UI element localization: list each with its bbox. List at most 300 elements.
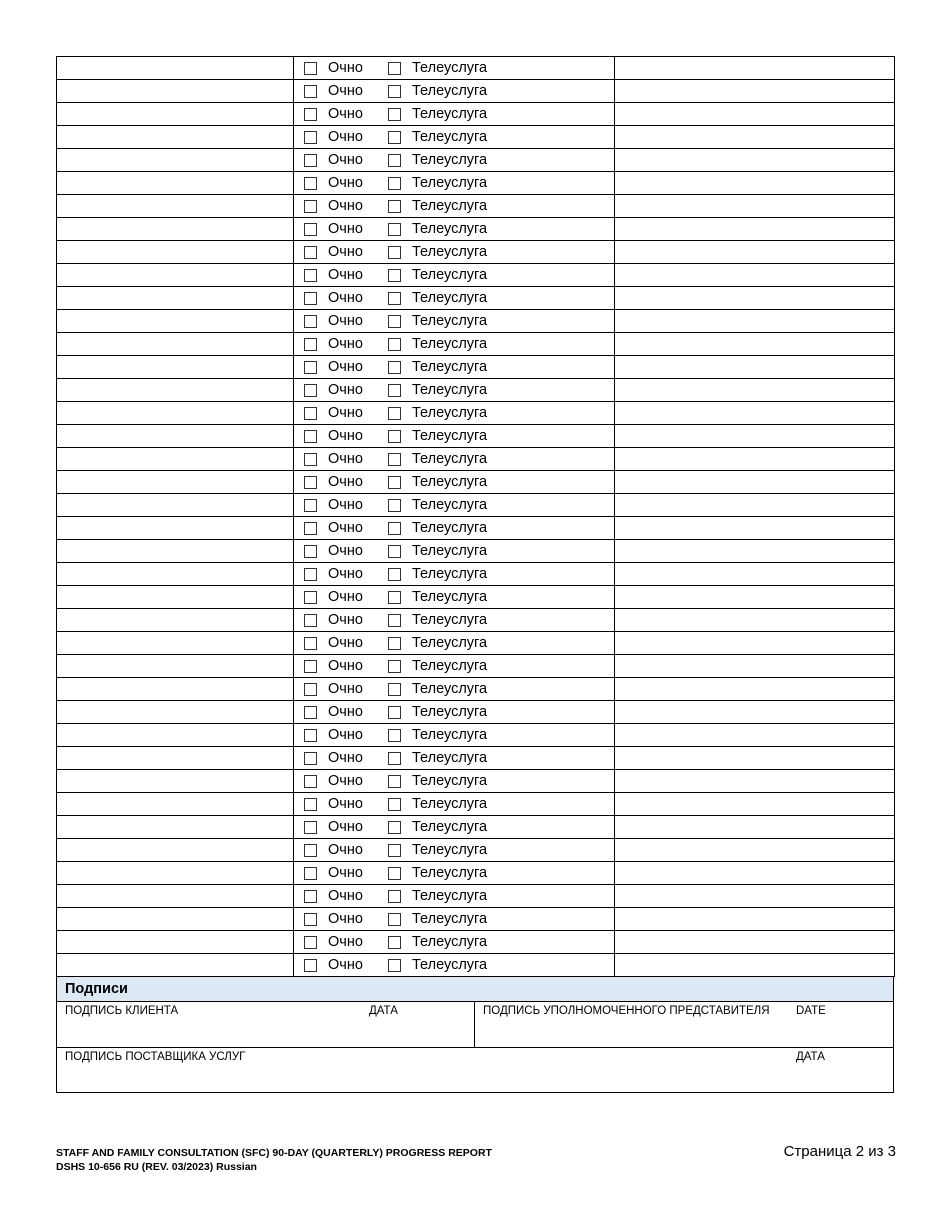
telehealth-checkbox[interactable] [388, 844, 401, 857]
service-date-cell[interactable] [57, 103, 294, 126]
telehealth-checkbox[interactable] [388, 890, 401, 903]
service-notes-cell[interactable] [615, 862, 895, 885]
service-date-cell[interactable] [57, 724, 294, 747]
in-person-checkbox[interactable] [304, 798, 317, 811]
table-row [57, 287, 895, 310]
telehealth-label: Телеуслуга [412, 451, 488, 467]
service-notes-cell[interactable] [615, 80, 895, 103]
in-person-label: Очно [328, 842, 363, 858]
telehealth-label: Телеуслуга [412, 175, 488, 191]
service-notes-cell[interactable] [615, 540, 895, 563]
service-date-cell[interactable] [57, 540, 294, 563]
service-notes-cell[interactable] [615, 793, 895, 816]
table-row [57, 816, 895, 839]
service-mode-cell [294, 747, 615, 770]
progress-report-page [56, 56, 894, 1093]
telehealth-label: Телеуслуга [412, 704, 488, 720]
in-person-checkbox[interactable] [304, 269, 317, 282]
service-date-cell[interactable] [57, 908, 294, 931]
in-person-checkbox[interactable] [304, 913, 317, 926]
telehealth-label: Телеуслуга [412, 497, 488, 513]
telehealth-checkbox[interactable] [388, 62, 401, 75]
service-notes-cell[interactable] [615, 655, 895, 678]
table-row [57, 448, 895, 471]
telehealth-label: Телеуслуга [412, 911, 488, 927]
service-mode-cell [294, 425, 615, 448]
representative-signature-label: ПОДПИСЬ УПОЛНОМОЧЕННОГО ПРЕДСТАВИТЕЛЯ [483, 1005, 770, 1017]
service-date-cell[interactable] [57, 931, 294, 954]
in-person-checkbox[interactable] [304, 476, 317, 489]
in-person-label: Очно [328, 474, 363, 490]
in-person-label: Очно [328, 957, 363, 973]
service-notes-cell[interactable] [615, 632, 895, 655]
service-notes-cell[interactable] [615, 333, 895, 356]
client-signature-cell[interactable] [57, 1002, 475, 1047]
service-notes-cell[interactable] [615, 954, 895, 977]
signatures-section [56, 977, 894, 1093]
in-person-checkbox[interactable] [304, 706, 317, 719]
service-mode-cell [294, 908, 615, 931]
service-date-cell[interactable] [57, 287, 294, 310]
telehealth-label: Телеуслуга [412, 612, 488, 628]
in-person-checkbox[interactable] [304, 591, 317, 604]
in-person-checkbox[interactable] [304, 660, 317, 673]
in-person-label: Очно [328, 865, 363, 881]
service-date-cell[interactable] [57, 195, 294, 218]
in-person-label: Очно [328, 359, 363, 375]
telehealth-checkbox[interactable] [388, 154, 401, 167]
in-person-checkbox[interactable] [304, 338, 317, 351]
telehealth-checkbox[interactable] [388, 614, 401, 627]
table-row [57, 57, 895, 80]
service-mode-cell [294, 517, 615, 540]
telehealth-label: Телеуслуга [412, 106, 488, 122]
table-row [57, 356, 895, 379]
service-mode-cell [294, 931, 615, 954]
telehealth-checkbox[interactable] [388, 407, 401, 420]
service-notes-cell[interactable] [615, 494, 895, 517]
service-mode-cell [294, 862, 615, 885]
table-row [57, 747, 895, 770]
in-person-label: Очно [328, 612, 363, 628]
table-row [57, 172, 895, 195]
telehealth-label: Телеуслуга [412, 290, 488, 306]
service-mode-cell [294, 586, 615, 609]
table-row [57, 908, 895, 931]
in-person-label: Очно [328, 428, 363, 444]
in-person-label: Очно [328, 911, 363, 927]
service-mode-cell [294, 287, 615, 310]
table-row [57, 149, 895, 172]
in-person-label: Очно [328, 382, 363, 398]
service-notes-cell[interactable] [615, 402, 895, 425]
service-date-cell[interactable] [57, 379, 294, 402]
in-person-label: Очно [328, 589, 363, 605]
table-row [57, 218, 895, 241]
service-mode-cell [294, 57, 615, 80]
client-signature-label: ПОДПИСЬ КЛИЕНТА [65, 1005, 179, 1017]
service-notes-cell[interactable] [615, 586, 895, 609]
in-person-checkbox[interactable] [304, 223, 317, 236]
in-person-checkbox[interactable] [304, 177, 317, 190]
service-date-cell[interactable] [57, 80, 294, 103]
in-person-checkbox[interactable] [304, 637, 317, 650]
service-notes-cell[interactable] [615, 770, 895, 793]
telehealth-checkbox[interactable] [388, 775, 401, 788]
service-date-cell[interactable] [57, 609, 294, 632]
telehealth-label: Телеуслуга [412, 543, 488, 559]
telehealth-label: Телеуслуга [412, 221, 488, 237]
service-date-cell[interactable] [57, 172, 294, 195]
service-date-cell[interactable] [57, 264, 294, 287]
service-date-cell[interactable] [57, 586, 294, 609]
table-row [57, 793, 895, 816]
service-notes-cell[interactable] [615, 149, 895, 172]
telehealth-checkbox[interactable] [388, 453, 401, 466]
service-notes-cell[interactable] [615, 931, 895, 954]
service-notes-cell[interactable] [615, 908, 895, 931]
telehealth-checkbox[interactable] [388, 85, 401, 98]
in-person-checkbox[interactable] [304, 85, 317, 98]
in-person-label: Очно [328, 221, 363, 237]
service-date-cell[interactable] [57, 862, 294, 885]
telehealth-checkbox[interactable] [388, 867, 401, 880]
client-date-label: ДАТА [369, 1005, 398, 1017]
in-person-checkbox[interactable] [304, 614, 317, 627]
provider-date-label: ДАТА [796, 1051, 825, 1063]
table-row [57, 379, 895, 402]
service-notes-cell[interactable] [615, 678, 895, 701]
service-notes-cell[interactable] [615, 172, 895, 195]
service-mode-cell [294, 402, 615, 425]
telehealth-label: Телеуслуга [412, 842, 488, 858]
service-notes-cell[interactable] [615, 701, 895, 724]
telehealth-checkbox[interactable] [388, 752, 401, 765]
service-date-cell[interactable] [57, 678, 294, 701]
service-mode-cell [294, 80, 615, 103]
telehealth-label: Телеуслуга [412, 520, 488, 536]
service-notes-cell[interactable] [615, 310, 895, 333]
in-person-label: Очно [328, 336, 363, 352]
table-row [57, 195, 895, 218]
telehealth-label: Телеуслуга [412, 382, 488, 398]
service-mode-cell [294, 954, 615, 977]
in-person-checkbox[interactable] [304, 246, 317, 259]
service-mode-cell [294, 379, 615, 402]
telehealth-checkbox[interactable] [388, 798, 401, 811]
telehealth-label: Телеуслуга [412, 750, 488, 766]
telehealth-label: Телеуслуга [412, 957, 488, 973]
service-log-table [56, 56, 895, 977]
service-date-cell[interactable] [57, 241, 294, 264]
service-notes-cell[interactable] [615, 816, 895, 839]
service-mode-cell [294, 264, 615, 287]
service-date-cell[interactable] [57, 356, 294, 379]
service-notes-cell[interactable] [615, 885, 895, 908]
provider-signature-cell[interactable] [57, 1048, 893, 1092]
in-person-checkbox[interactable] [304, 568, 317, 581]
service-date-cell[interactable] [57, 126, 294, 149]
in-person-checkbox[interactable] [304, 361, 317, 374]
telehealth-checkbox[interactable] [388, 384, 401, 397]
telehealth-label: Телеуслуга [412, 635, 488, 651]
service-mode-cell [294, 770, 615, 793]
telehealth-label: Телеуслуга [412, 267, 488, 283]
telehealth-label: Телеуслуга [412, 428, 488, 444]
table-row [57, 517, 895, 540]
table-row [57, 103, 895, 126]
in-person-label: Очно [328, 773, 363, 789]
service-mode-cell [294, 839, 615, 862]
service-date-cell[interactable] [57, 448, 294, 471]
in-person-checkbox[interactable] [304, 292, 317, 305]
service-notes-cell[interactable] [615, 195, 895, 218]
in-person-label: Очно [328, 175, 363, 191]
service-mode-cell [294, 678, 615, 701]
in-person-checkbox[interactable] [304, 200, 317, 213]
service-notes-cell[interactable] [615, 126, 895, 149]
signatures-header: Подписи [57, 977, 893, 1002]
in-person-label: Очно [328, 635, 363, 651]
service-notes-cell[interactable] [615, 747, 895, 770]
service-notes-cell[interactable] [615, 839, 895, 862]
in-person-label: Очно [328, 152, 363, 168]
service-date-cell[interactable] [57, 793, 294, 816]
table-row [57, 862, 895, 885]
telehealth-checkbox[interactable] [388, 246, 401, 259]
in-person-label: Очно [328, 934, 363, 950]
table-row [57, 701, 895, 724]
service-notes-cell[interactable] [615, 563, 895, 586]
table-row [57, 839, 895, 862]
in-person-checkbox[interactable] [304, 315, 317, 328]
service-date-cell[interactable] [57, 747, 294, 770]
telehealth-checkbox[interactable] [388, 545, 401, 558]
table-row [57, 264, 895, 287]
service-date-cell[interactable] [57, 632, 294, 655]
in-person-label: Очно [328, 750, 363, 766]
telehealth-checkbox[interactable] [388, 568, 401, 581]
table-row [57, 770, 895, 793]
telehealth-checkbox[interactable] [388, 131, 401, 144]
service-date-cell[interactable] [57, 310, 294, 333]
in-person-label: Очно [328, 129, 363, 145]
in-person-checkbox[interactable] [304, 499, 317, 512]
table-row [57, 80, 895, 103]
table-row [57, 540, 895, 563]
service-date-cell[interactable] [57, 885, 294, 908]
service-notes-cell[interactable] [615, 425, 895, 448]
service-notes-cell[interactable] [615, 57, 895, 80]
telehealth-label: Телеуслуга [412, 566, 488, 582]
telehealth-checkbox[interactable] [388, 269, 401, 282]
footer-form-title: STAFF AND FAMILY CONSULTATION (SFC) 90-DAY (QUARTERLY) PROGRESS REPORT [56, 1147, 492, 1159]
in-person-checkbox[interactable] [304, 775, 317, 788]
service-date-cell[interactable] [57, 517, 294, 540]
telehealth-label: Телеуслуга [412, 359, 488, 375]
service-notes-cell[interactable] [615, 379, 895, 402]
table-row [57, 241, 895, 264]
service-date-cell[interactable] [57, 425, 294, 448]
service-mode-cell [294, 724, 615, 747]
table-row [57, 310, 895, 333]
page-number: Страница 2 из 3 [783, 1143, 896, 1160]
telehealth-checkbox[interactable] [388, 959, 401, 972]
table-row [57, 609, 895, 632]
in-person-label: Очно [328, 543, 363, 559]
service-notes-cell[interactable] [615, 356, 895, 379]
service-date-cell[interactable] [57, 333, 294, 356]
service-date-cell[interactable] [57, 816, 294, 839]
table-row [57, 931, 895, 954]
telehealth-label: Телеуслуга [412, 336, 488, 352]
service-notes-cell[interactable] [615, 264, 895, 287]
telehealth-label: Телеуслуга [412, 819, 488, 835]
telehealth-label: Телеуслуга [412, 773, 488, 789]
service-mode-cell [294, 540, 615, 563]
telehealth-label: Телеуслуга [412, 658, 488, 674]
service-date-cell[interactable] [57, 494, 294, 517]
service-mode-cell [294, 333, 615, 356]
telehealth-label: Телеуслуга [412, 83, 488, 99]
in-person-label: Очно [328, 451, 363, 467]
service-notes-cell[interactable] [615, 103, 895, 126]
table-row [57, 471, 895, 494]
in-person-label: Очно [328, 566, 363, 582]
in-person-checkbox[interactable] [304, 890, 317, 903]
in-person-checkbox[interactable] [304, 407, 317, 420]
in-person-label: Очно [328, 658, 363, 674]
service-notes-cell[interactable] [615, 218, 895, 241]
service-mode-cell [294, 218, 615, 241]
in-person-checkbox[interactable] [304, 683, 317, 696]
service-date-cell[interactable] [57, 701, 294, 724]
telehealth-checkbox[interactable] [388, 821, 401, 834]
in-person-checkbox[interactable] [304, 936, 317, 949]
in-person-checkbox[interactable] [304, 821, 317, 834]
in-person-label: Очно [328, 244, 363, 260]
in-person-checkbox[interactable] [304, 384, 317, 397]
telehealth-label: Телеуслуга [412, 589, 488, 605]
telehealth-checkbox[interactable] [388, 200, 401, 213]
service-mode-cell [294, 448, 615, 471]
service-notes-cell[interactable] [615, 287, 895, 310]
service-mode-cell [294, 655, 615, 678]
telehealth-checkbox[interactable] [388, 660, 401, 673]
telehealth-label: Телеуслуга [412, 244, 488, 260]
in-person-checkbox[interactable] [304, 430, 317, 443]
service-date-cell[interactable] [57, 218, 294, 241]
service-date-cell[interactable] [57, 839, 294, 862]
table-row [57, 632, 895, 655]
representative-signature-cell[interactable] [475, 1002, 893, 1047]
service-notes-cell[interactable] [615, 241, 895, 264]
telehealth-label: Телеуслуга [412, 888, 488, 904]
telehealth-checkbox[interactable] [388, 476, 401, 489]
telehealth-checkbox[interactable] [388, 936, 401, 949]
telehealth-checkbox[interactable] [388, 729, 401, 742]
telehealth-checkbox[interactable] [388, 315, 401, 328]
service-date-cell[interactable] [57, 149, 294, 172]
in-person-checkbox[interactable] [304, 108, 317, 121]
telehealth-label: Телеуслуга [412, 681, 488, 697]
in-person-checkbox[interactable] [304, 867, 317, 880]
telehealth-checkbox[interactable] [388, 683, 401, 696]
in-person-label: Очно [328, 60, 363, 76]
service-mode-cell [294, 609, 615, 632]
telehealth-checkbox[interactable] [388, 223, 401, 236]
service-notes-cell[interactable] [615, 517, 895, 540]
in-person-checkbox[interactable] [304, 959, 317, 972]
in-person-checkbox[interactable] [304, 522, 317, 535]
telehealth-label: Телеуслуга [412, 796, 488, 812]
telehealth-checkbox[interactable] [388, 361, 401, 374]
service-date-cell[interactable] [57, 471, 294, 494]
in-person-checkbox[interactable] [304, 752, 317, 765]
service-notes-cell[interactable] [615, 724, 895, 747]
table-row [57, 425, 895, 448]
in-person-checkbox[interactable] [304, 131, 317, 144]
in-person-checkbox[interactable] [304, 453, 317, 466]
telehealth-checkbox[interactable] [388, 338, 401, 351]
telehealth-checkbox[interactable] [388, 108, 401, 121]
service-date-cell[interactable] [57, 770, 294, 793]
in-person-label: Очно [328, 704, 363, 720]
in-person-checkbox[interactable] [304, 62, 317, 75]
in-person-checkbox[interactable] [304, 545, 317, 558]
telehealth-label: Телеуслуга [412, 129, 488, 145]
telehealth-checkbox[interactable] [388, 499, 401, 512]
in-person-checkbox[interactable] [304, 844, 317, 857]
telehealth-checkbox[interactable] [388, 706, 401, 719]
table-row [57, 885, 895, 908]
telehealth-checkbox[interactable] [388, 430, 401, 443]
service-notes-cell[interactable] [615, 609, 895, 632]
service-mode-cell [294, 816, 615, 839]
table-row [57, 724, 895, 747]
telehealth-label: Телеуслуга [412, 198, 488, 214]
telehealth-checkbox[interactable] [388, 913, 401, 926]
telehealth-checkbox[interactable] [388, 637, 401, 650]
service-mode-cell [294, 494, 615, 517]
in-person-checkbox[interactable] [304, 729, 317, 742]
in-person-label: Очно [328, 83, 363, 99]
table-row [57, 126, 895, 149]
service-date-cell[interactable] [57, 655, 294, 678]
in-person-checkbox[interactable] [304, 154, 317, 167]
telehealth-checkbox[interactable] [388, 177, 401, 190]
service-mode-cell [294, 195, 615, 218]
service-mode-cell [294, 632, 615, 655]
telehealth-label: Телеуслуга [412, 934, 488, 950]
service-date-cell[interactable] [57, 954, 294, 977]
in-person-label: Очно [328, 290, 363, 306]
telehealth-checkbox[interactable] [388, 591, 401, 604]
telehealth-checkbox[interactable] [388, 522, 401, 535]
telehealth-label: Телеуслуга [412, 313, 488, 329]
representative-date-label: DATE [796, 1005, 826, 1017]
table-row [57, 586, 895, 609]
service-date-cell[interactable] [57, 563, 294, 586]
service-date-cell[interactable] [57, 57, 294, 80]
in-person-label: Очно [328, 405, 363, 421]
service-notes-cell[interactable] [615, 448, 895, 471]
service-mode-cell [294, 310, 615, 333]
table-row [57, 494, 895, 517]
telehealth-checkbox[interactable] [388, 292, 401, 305]
service-notes-cell[interactable] [615, 471, 895, 494]
service-date-cell[interactable] [57, 402, 294, 425]
